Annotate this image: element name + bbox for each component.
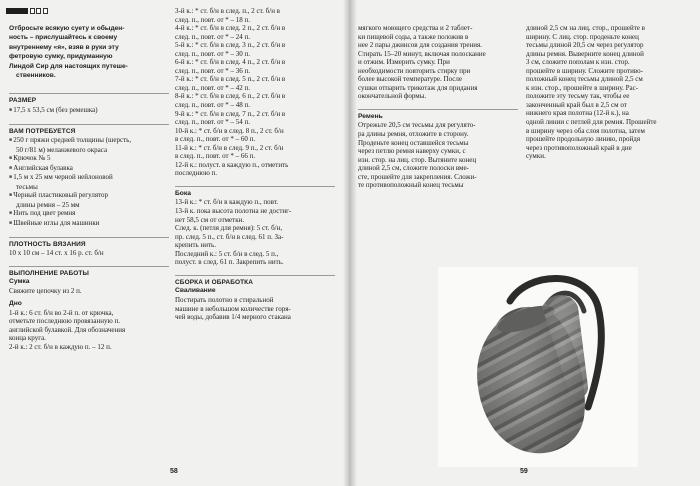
materials-heading: ВАМ ПОТРЕБУЕТСЯ bbox=[9, 127, 76, 135]
left-column-2 bbox=[175, 7, 335, 322]
work-heading: ВЫПОЛНЕНИЕ РАБОТЫ bbox=[9, 269, 89, 277]
felting-instructions: Постирать полотно в стиральной машине в небольшом количестве горя- чей воды, добавив 1/4 мерного стакана bbox=[175, 295, 291, 322]
page-number-left: 58 bbox=[170, 468, 178, 475]
gauge-heading: ПЛОТНОСТЬ ВЯЗАНИЯ bbox=[9, 240, 86, 248]
materials-list: ■ 250 г пряжи средней толщины (шерсть, 50 г/81 м) меланжевого окраса ■ Крючок № 5 ■ Английская булавка ■ 1,5 м х 25 мм черной нейлоновой тесьмы ■ Черный пластиковый регулятор длины ремня – 25 мм ■ Нить под цвет ремня ■ Швейные иглы для машинки bbox=[9, 136, 169, 228]
sides-heading: Бока bbox=[175, 189, 191, 197]
left-column-1 bbox=[9, 24, 169, 352]
felting-heading: Сваливание bbox=[175, 287, 216, 295]
size-text: ■ 17,5 х 53,5 см (без ремешка) bbox=[9, 106, 169, 116]
row-instructions: 3-й к.: * ст. б/н в след. п., 2 ст. б/н в след. п., повт. от * – 18 п. 4-й к.: * ст. б/н в след. 2 п., 2 ст. б/н в след. п., повт. от * – 24 п. 5-й к.: * ст. б/н в след. 3 п., 2 ст. б/н в след. п., повт. от * – 30 п. 6-й к.: * ст. б/н в след. 4 п., 2 ст. б/н в след. п., повт. от * – 36 п. 7-й к.: * ст. б/н в след. 5 п., 2 ст. б/н в след. п., повт. от * – 42 п. 8-й к.: * ст. б/н в след. 6 п., 2 ст. б/н в след. п., повт. от * – 48 п. 9-й к.: * ст. б/н в след. 7 п., 2 ст. б/н в след. п., повт. от * – 54 п. 10-й к.: * ст. б/н в след. 8 п., 2 ст. б/н в след. п., повт. от * – 60 п. 11-й к.: * ст. б/н в след. 9 п., 2 ст. б/н в след. п., повт. от * – 66 п. 12-й к.: полуст. в каждую п., отметить последнюю п. bbox=[175, 7, 289, 178]
gauge-text: 10 х 10 см – 14 ст. х 16 р. ст. б/н bbox=[9, 249, 104, 258]
felting-continued: мягкого моющего средства и 2 таблет- ки пищевой соды, а также положив в нее 2 пары джинсов для создания трения. Стирать 15–20 минут, включая полоскание и отжим. Измерить сумку. При необходимости повторить стирку при более высокой температуре. После сушки отпарить трикотаж для придания окончательной формы. bbox=[358, 24, 486, 101]
felted-bag-photo bbox=[438, 267, 638, 467]
bottom-instructions: 1-й к.: 6 ст. б/н во 2-й п. от крючка, отметьте последнюю провязанную п. английской булавкой. Для обозначения конца круга. 2-й к.: 2 ст. б/н в каждую п. – 12 п. bbox=[9, 308, 126, 352]
right-column-2 bbox=[526, 24, 686, 161]
felted-bag-illustration bbox=[438, 267, 638, 467]
right-column-1 bbox=[358, 24, 518, 190]
bag-text: Свяжите цепочку из 2 п. bbox=[9, 286, 82, 295]
assembly-heading: СБОРКА И ОБРАБОТКА bbox=[175, 278, 254, 286]
intro-text: Отбросьте всякую суету и обыден- ность – прислушайтесь к своему внутреннему «я», взяв в руки эту фетровую сумку, придуманную Линдой Сир для настоящих путеше- ственников. bbox=[9, 25, 128, 80]
page-number-right: 59 bbox=[520, 468, 528, 475]
chapter-marker bbox=[6, 8, 48, 14]
size-heading: РАЗМЕР bbox=[9, 97, 37, 105]
right-page bbox=[350, 0, 700, 486]
bottom-heading: Дно bbox=[9, 300, 22, 308]
sides-instructions: 13-й к.: * ст. б/н в каждую п., повт. 13-й к. пока высота полотна не достиг- нет 58,5 см от отметки. След. к. (петля для ремня): 5 ст. б/н, пр. след. 5 п., ст. б/н в след. 61 п. За- крепить нить. Последний к.: 5 ст. б/н в след. 5 п., полуст. в след. 61 п. Закрепить нить. bbox=[175, 198, 292, 267]
strap-instructions: Отрежьте 20,5 см тесьмы для регулято- ра длины ремня, отложите в сторону. Проденьте конец оставшейся тесьмы через петлю ремня наверху сумки, с изн. стор. на лиц. стор. Вытяните конец длиной 2,5 см, сложите полоски вме- сте, прошейте для закрепления. Сложи- те противоположный конец тесьмы bbox=[358, 121, 477, 190]
bag-heading: Сумка bbox=[9, 278, 30, 286]
strap-continued: длиной 2,5 см на лиц. стор., прошейте в ширину. С лиц. стор. проденьте конец тесьмы длиной 20,5 см через регулятор длины ремня. Выверните конец длиной 3 см, сложите пополам к изн. стор. прошейте в ширину. Сложите противо- положный конец тесьмы длиной 2,5 см к изн. стор., прошейте в ширину. Рас- положите эту тесьму так, чтобы ее законченный край был в 2,5 см от нижнего края полотна (12-й к.), на одной линии с петлей для ремня. Прошейте в ширину через оба слоя полотна, затем прошейте продольную линию, пройдя через противоположный край в дне сумки. bbox=[526, 24, 657, 161]
strap-heading: Ремень bbox=[358, 112, 383, 120]
